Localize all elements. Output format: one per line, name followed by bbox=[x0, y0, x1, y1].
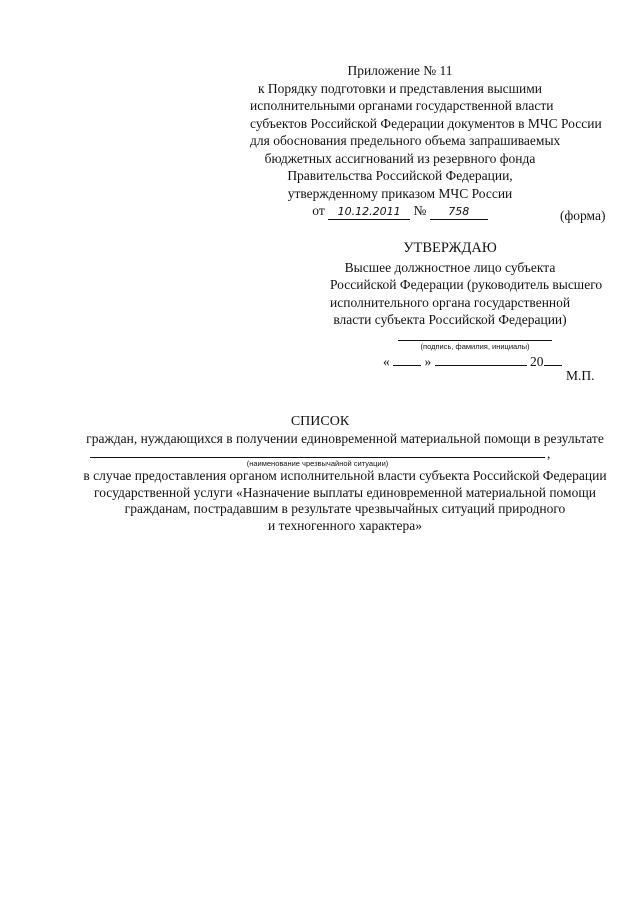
seal-label: М.П. bbox=[566, 368, 595, 383]
approval-line: Высшее должностное лицо субъекта bbox=[344, 259, 556, 275]
situation-blank-line bbox=[90, 457, 545, 458]
list-subtitle: граждан, нуждающихся в получении единовременной материальной помощи в результате bbox=[86, 431, 604, 446]
appendix-line: к Порядку подготовки и представления высшими bbox=[257, 80, 543, 96]
situation-comma: , bbox=[547, 446, 551, 461]
date-open-quote: « bbox=[383, 354, 390, 369]
appendix-line: Правительства Российской Федерации, bbox=[287, 168, 513, 183]
approval-line: Российской Федерации (руководитель высшего bbox=[330, 277, 603, 292]
order-number-label: № bbox=[413, 203, 427, 218]
date-year-prefix: 20 bbox=[530, 354, 544, 369]
form-label: (форма) bbox=[560, 208, 606, 223]
list-title: СПИСОК bbox=[290, 414, 350, 429]
approval-block bbox=[330, 240, 603, 329]
order-prefix: от bbox=[312, 203, 325, 218]
signature-line bbox=[398, 340, 552, 341]
description-line: в случае предоставления органом исполнительной власти субъекта Российской Федерации bbox=[83, 468, 607, 483]
appendix-line: для обоснования предельного объема запрашиваемых bbox=[250, 133, 561, 148]
signature-caption: (подпись, фамилия, инициалы) bbox=[420, 342, 530, 351]
date-month-blank bbox=[435, 353, 527, 366]
date-day-blank bbox=[393, 353, 421, 366]
appendix-line: Приложение № 11 bbox=[347, 63, 453, 78]
date-close-quote: » bbox=[424, 354, 432, 369]
order-reference bbox=[250, 202, 550, 220]
approval-line: власти субъекта Российской Федерации) bbox=[333, 312, 567, 327]
appendix-line: исполнительными органами государственной власти bbox=[250, 98, 554, 113]
situation-caption: (наименование чрезвычайной ситуации) bbox=[246, 459, 389, 468]
description-line: гражданам, пострадавшим в результате чрезвычайных ситуаций природного bbox=[124, 501, 566, 516]
appendix-line: бюджетных ассигнований из резервного фонда bbox=[264, 150, 536, 166]
approval-line: исполнительного органа государственной bbox=[330, 294, 571, 310]
date-year-blank bbox=[544, 353, 562, 366]
list-description bbox=[80, 468, 610, 534]
appendix-line: утвержденному приказом МЧС России bbox=[287, 185, 513, 201]
order-date-handwritten: 10.12.2011 bbox=[328, 205, 410, 220]
description-line: и техногенного характера» bbox=[268, 517, 422, 533]
description-line: государственной услуги «Назначение выплаты единовременной материальной помощи bbox=[94, 484, 596, 500]
approval-date-line bbox=[383, 353, 562, 370]
order-number-handwritten: 758 bbox=[430, 205, 488, 220]
appendix-line: субъектов Российской Федерации документов в МЧС России bbox=[250, 115, 602, 131]
approval-title: УТВЕРЖДАЮ bbox=[403, 240, 497, 256]
